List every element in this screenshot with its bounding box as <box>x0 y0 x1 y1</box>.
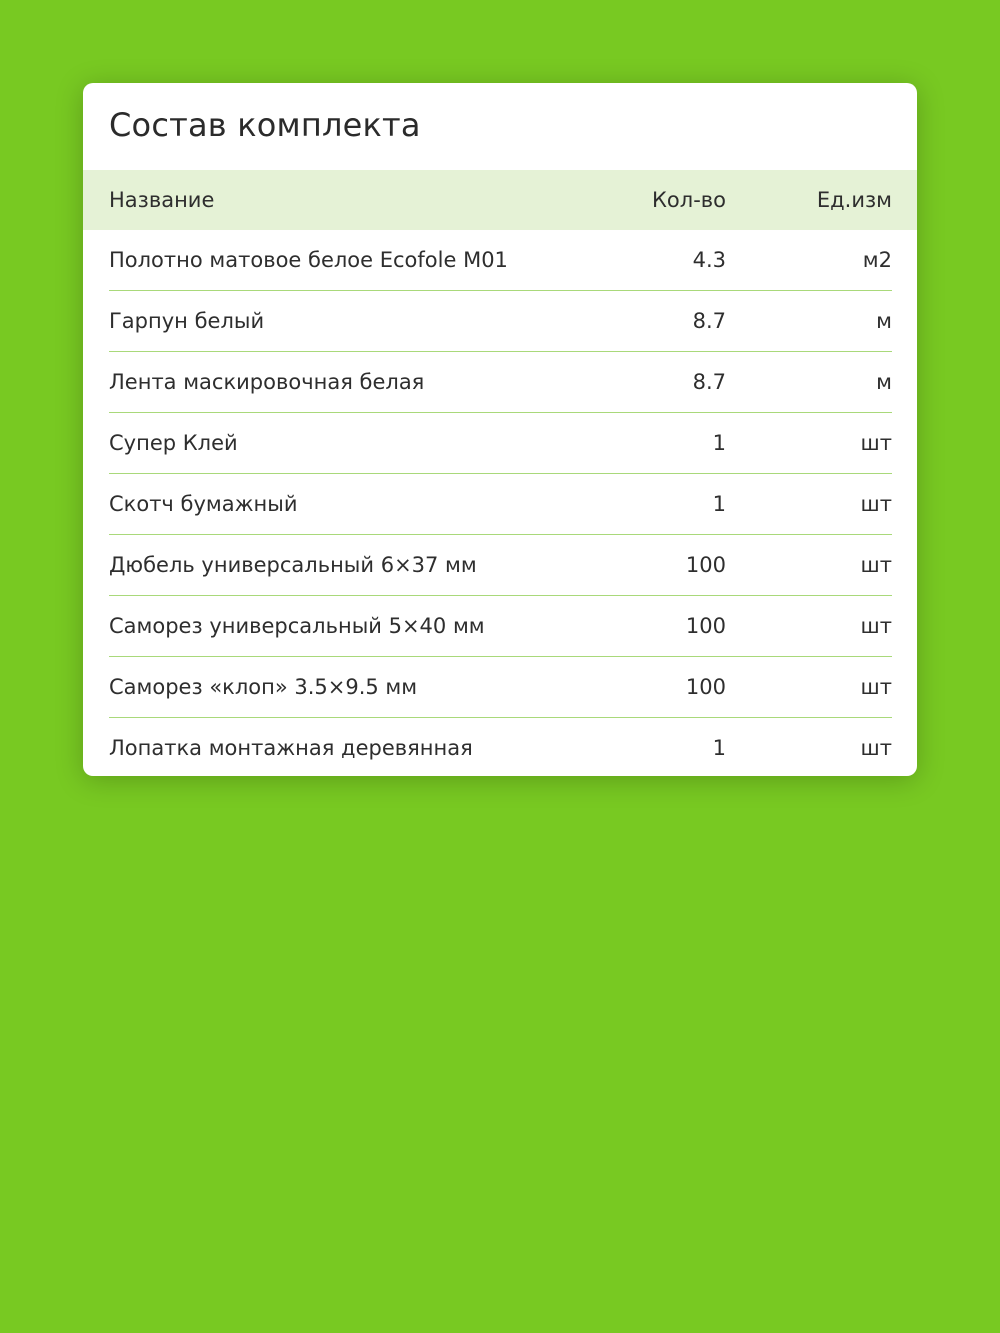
column-header-name: Название <box>109 188 215 212</box>
table-row <box>109 291 892 352</box>
cell-unit: шт <box>860 492 892 516</box>
table-header-row <box>83 170 917 230</box>
table-row <box>109 230 892 291</box>
kit-contents-card <box>83 83 917 776</box>
table-row <box>109 657 892 718</box>
table-row <box>109 535 892 596</box>
cell-qty: 1 <box>712 492 726 516</box>
cell-name: Саморез «клоп» 3.5×9.5 мм <box>109 675 418 699</box>
cell-name: Гарпун белый <box>109 309 265 333</box>
cell-qty: 8.7 <box>692 370 726 394</box>
table-row <box>109 596 892 657</box>
cell-qty: 8.7 <box>692 309 726 333</box>
table-row <box>109 474 892 535</box>
table-row <box>109 413 892 474</box>
cell-qty: 1 <box>712 736 726 760</box>
kit-table <box>83 170 917 776</box>
cell-unit: шт <box>860 614 892 638</box>
cell-unit: м <box>876 309 892 333</box>
cell-unit: шт <box>860 675 892 699</box>
cell-name: Лопатка монтажная деревянная <box>109 736 473 760</box>
cell-unit: шт <box>860 736 892 760</box>
cell-qty: 100 <box>685 675 726 699</box>
column-header-qty: Кол-во <box>652 188 726 212</box>
cell-name: Саморез универсальный 5×40 мм <box>109 614 485 638</box>
cell-unit: шт <box>860 431 892 455</box>
cell-name: Полотно матовое белое Ecofole M01 <box>109 248 508 272</box>
cell-qty: 100 <box>685 553 726 577</box>
cell-unit: шт <box>860 553 892 577</box>
cell-unit: м2 <box>862 248 892 272</box>
cell-qty: 100 <box>685 614 726 638</box>
cell-name: Скотч бумажный <box>109 492 298 516</box>
cell-unit: м <box>876 370 892 394</box>
cell-qty: 4.3 <box>692 248 726 272</box>
card-title: Состав комплекта <box>109 106 421 144</box>
cell-name: Лента маскировочная белая <box>109 370 425 394</box>
table-row <box>109 718 892 776</box>
cell-name: Дюбель универсальный 6×37 мм <box>109 553 477 577</box>
table-row <box>109 352 892 413</box>
column-header-unit: Ед.изм <box>816 188 892 212</box>
cell-qty: 1 <box>712 431 726 455</box>
cell-name: Супер Клей <box>109 431 238 455</box>
